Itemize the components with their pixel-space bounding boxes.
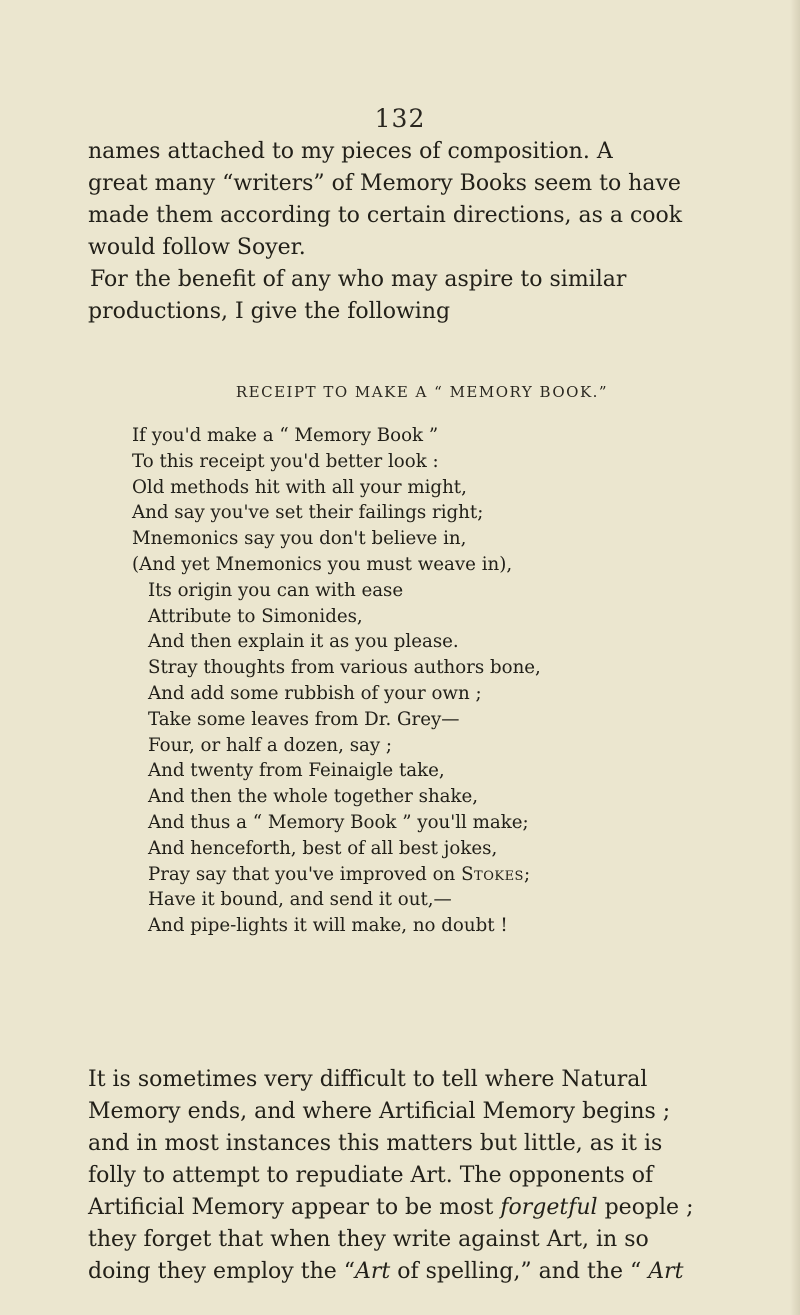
poem-line-text: Pray say that you've improved on <box>148 863 456 885</box>
poem-line: And then the whole together shake, <box>148 786 479 808</box>
text-line: Memory ends, and where Artificial Memory begins ; <box>88 1099 671 1124</box>
text-segment: doing they employ the “ <box>88 1259 355 1284</box>
text-line: It is sometimes very difficult to tell where Natural <box>88 1067 648 1092</box>
poem-line: If you'd make a “ Memory Book ” <box>132 425 439 446</box>
poem <box>132 423 752 939</box>
poem-punctuation: ; <box>523 863 531 885</box>
text-line: and in most instances this matters but little, as it is <box>88 1131 663 1156</box>
poem-line: Attribute to Simonides, <box>148 605 363 627</box>
page-number: 132 <box>374 104 426 133</box>
poem-line: Its origin you can with ease <box>148 579 404 601</box>
poem-line: Mnemonics say you don't believe in, <box>132 528 467 550</box>
text-line: productions, I give the following <box>88 299 451 324</box>
text-segment: people ; <box>597 1195 694 1220</box>
poem-line: And pipe-lights it will make, no doubt ! <box>148 915 508 937</box>
text-line-forgetful <box>88 1192 738 1224</box>
text-line: they forget that when they write against Art, in so <box>88 1227 649 1252</box>
text-line: folly to attempt to repudiate Art. The opponents of <box>88 1163 654 1188</box>
text-line: great many “writers” of Memory Books seem to have <box>88 171 681 196</box>
text-segment: Artificial Memory appear to be most <box>88 1195 494 1220</box>
poem-heading: RECEIPT TO MAKE A “ MEMORY BOOK.” <box>235 383 609 401</box>
text-line: would follow Soyer. <box>88 235 306 260</box>
poem-line: (And yet Mnemonics you must weave in), <box>132 553 513 575</box>
stokes-smallcaps: Stokes <box>461 863 524 885</box>
poem-line: Have it bound, and send it out,— <box>148 889 452 911</box>
poem-line: Stray thoughts from various authors bone, <box>148 657 541 679</box>
text-line: For the benefit of any who may aspire to similar <box>90 267 627 292</box>
poem-line: And henceforth, best of all best jokes, <box>148 837 498 859</box>
text-segment: of spelling,” and the “ <box>390 1259 649 1284</box>
poem-line-stokes <box>132 862 752 888</box>
text-line: made them according to certain directions, as a cook <box>88 203 683 228</box>
poem-line: And say you've set their failings right; <box>132 502 484 524</box>
poem-line: And add some rubbish of your own ; <box>148 682 482 704</box>
poem-line: Four, or half a dozen, say ; <box>148 734 393 756</box>
poem-line: Old methods hit with all your might, <box>132 476 467 498</box>
italic-forgetful: forgetful <box>500 1195 598 1220</box>
closing-paragraph <box>88 1064 738 1288</box>
poem-line: And twenty from Feinaigle take, <box>148 760 445 782</box>
text-line: names attached to my pieces of composition. A <box>88 139 613 164</box>
italic-art: Art <box>648 1259 684 1284</box>
intro-paragraph <box>88 136 738 328</box>
text-line-art <box>88 1256 738 1288</box>
italic-art: Art <box>355 1259 391 1284</box>
poem-line: And thus a “ Memory Book ” you'll make; <box>148 811 529 833</box>
poem-line: To this receipt you'd better look : <box>132 450 439 472</box>
poem-line: And then explain it as you please. <box>148 631 459 653</box>
poem-line: Take some leaves from Dr. Grey— <box>148 708 460 730</box>
page-edge-shadow <box>790 0 800 1315</box>
